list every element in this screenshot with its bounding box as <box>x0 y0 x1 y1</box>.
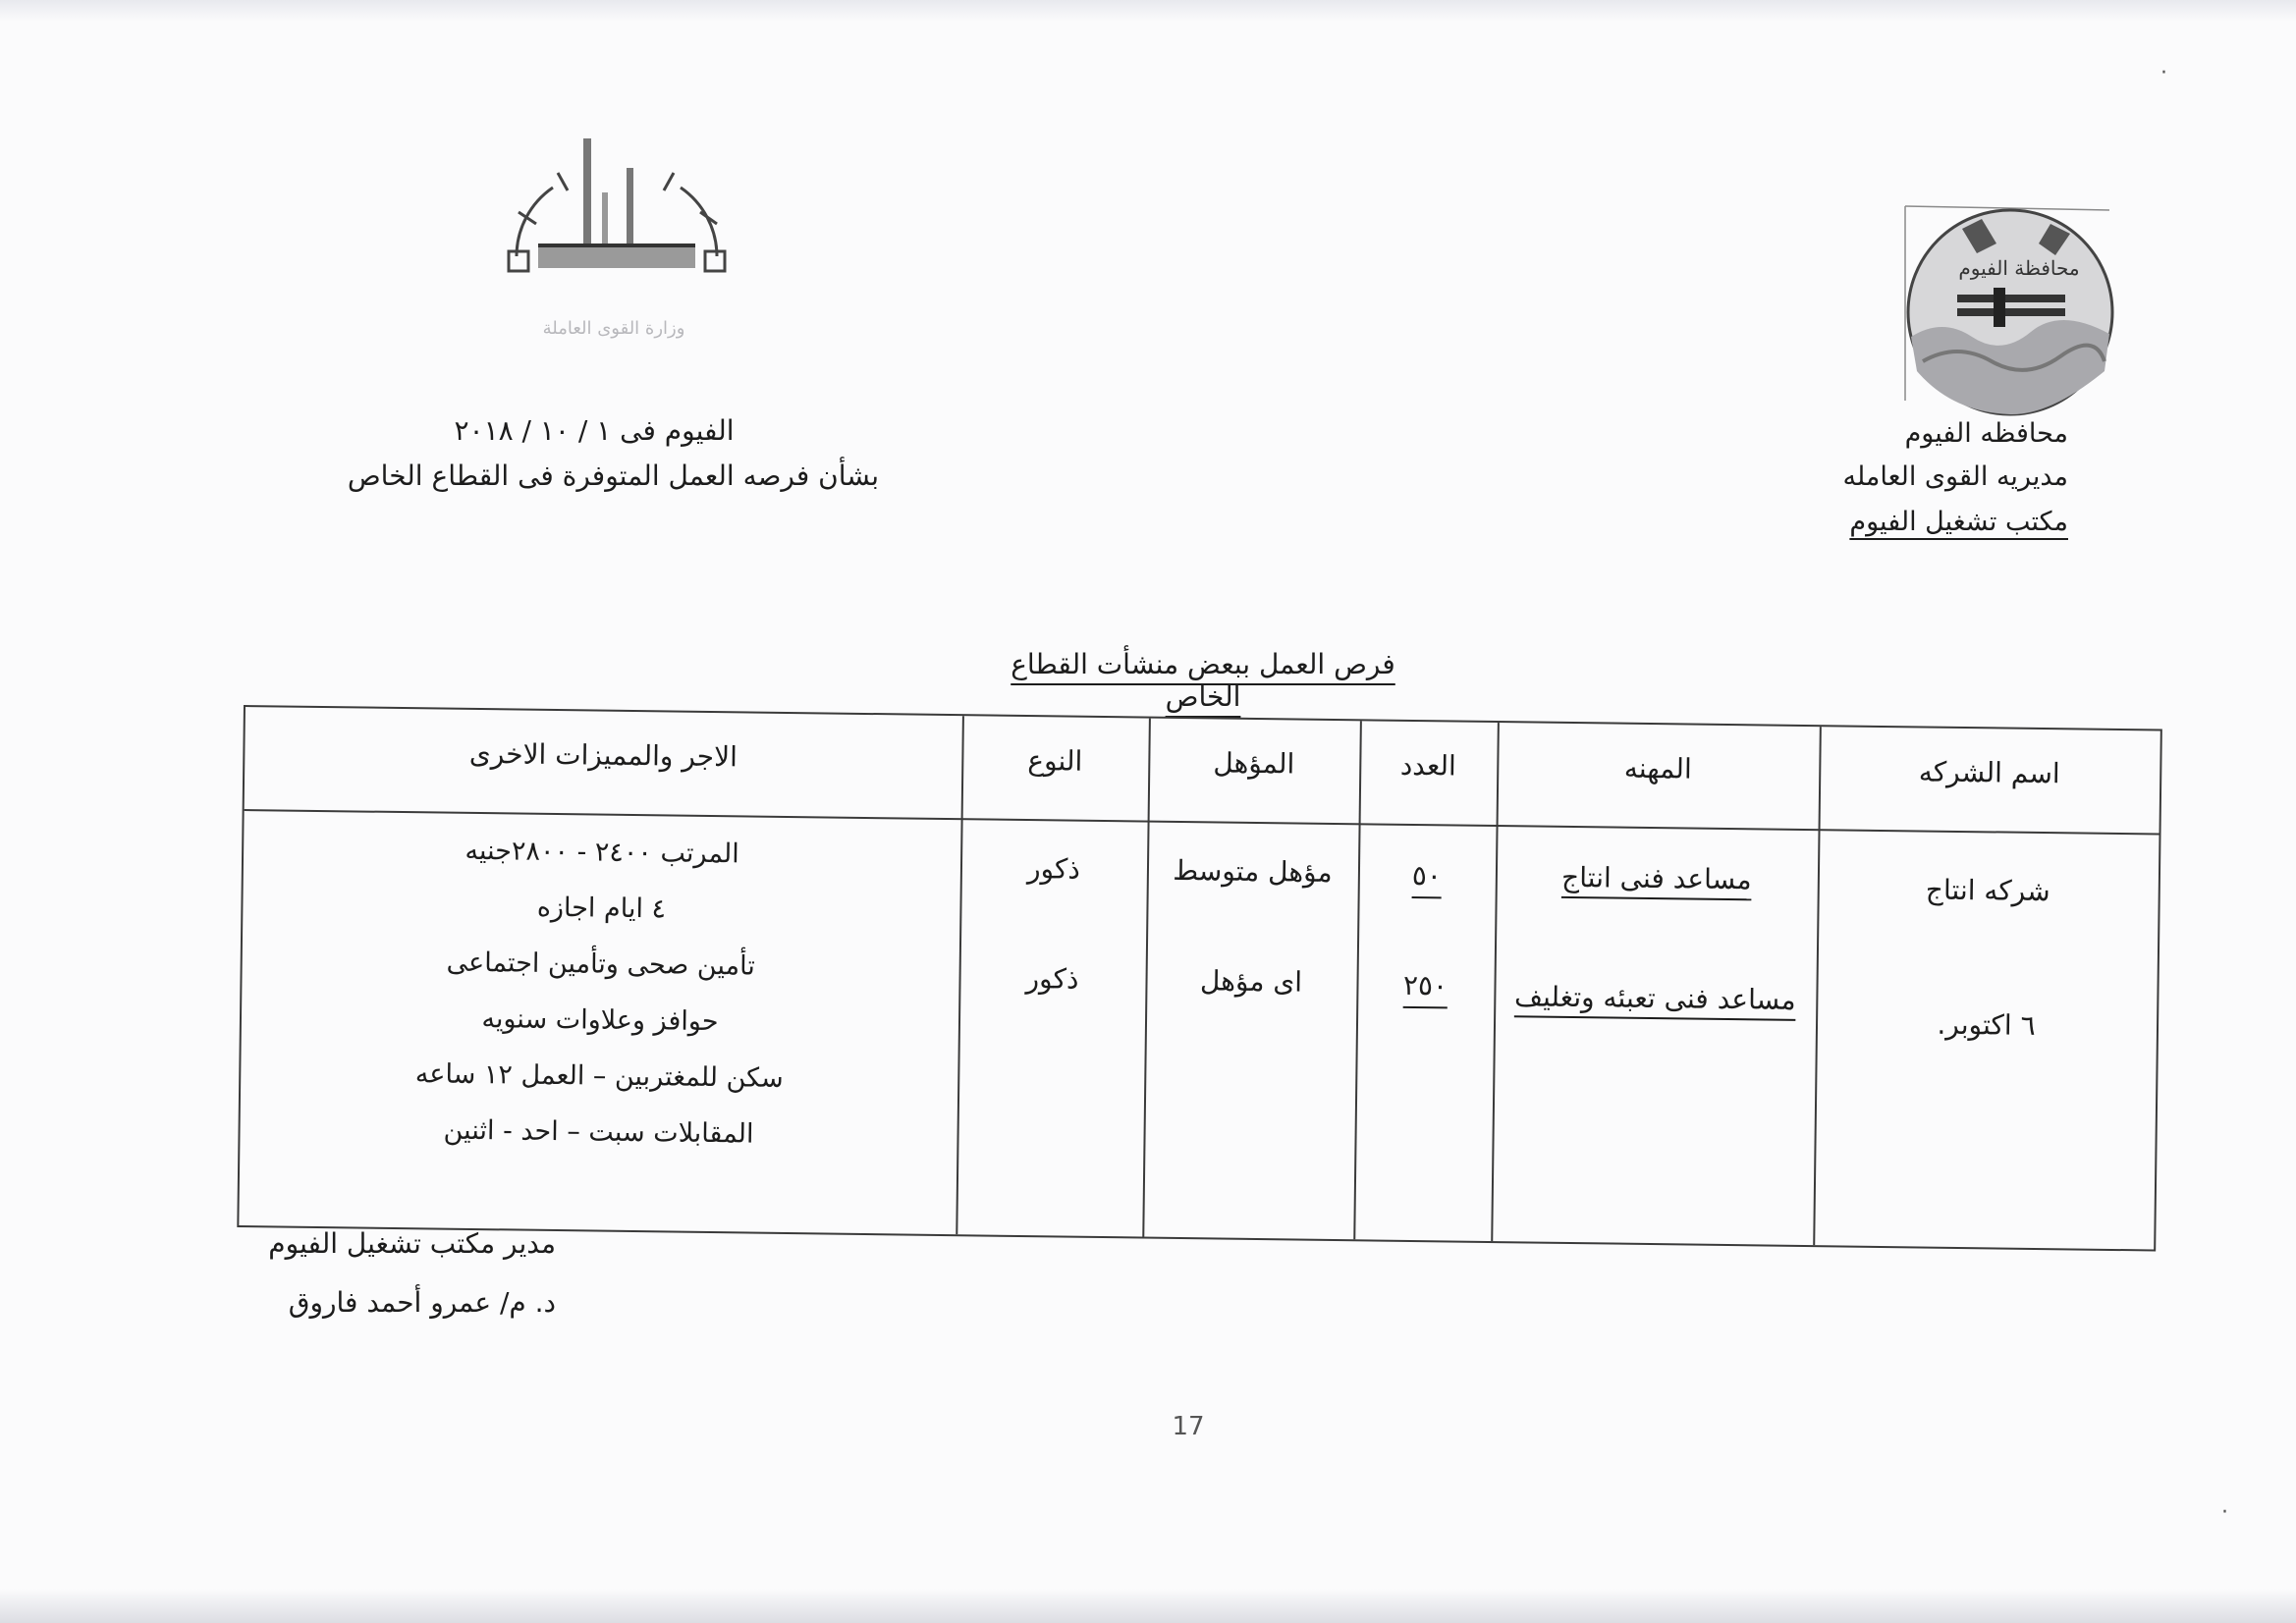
benefit-salary: المرتب ٢٤٠٠ - ٢٨٠٠جنيه <box>465 835 739 870</box>
benefit-vacation: ٤ ايام اجازه <box>536 892 667 925</box>
ministry-logo <box>499 134 735 279</box>
row2-count: ٢٥٠ <box>1402 968 1449 1002</box>
benefit-interview-days: المقابلات سبت – احد - اثنين <box>443 1114 754 1150</box>
fayoum-governorate-emblem <box>1903 204 2117 420</box>
signatory-title: مدير مكتب تشغيل الفيوم <box>268 1227 556 1260</box>
row1-count: ٥٠ <box>1411 858 1443 893</box>
date-line: الفيوم فى ١ / ١٠ / ٢٠١٨ <box>454 414 735 447</box>
table-title: فرص العمل ببعض منشأت القطاع الخاص <box>1011 648 1395 713</box>
company-name-line2: ٦ اكتوبر. <box>1937 1007 2036 1042</box>
page-number: 17 <box>1172 1412 1205 1441</box>
benefit-housing-hours: سكن للمغتربين – العمل ١٢ ساعه <box>414 1058 784 1094</box>
scan-edge-bottom <box>0 1589 2296 1623</box>
header-qualification: المؤهل <box>1213 746 1295 781</box>
header-company: اسم الشركه <box>1918 755 2060 790</box>
subject-line: بشأن فرصه العمل المتوفرة فى القطاع الخاص <box>347 460 879 492</box>
row1-qualification: مؤهل متوسط <box>1173 853 1333 889</box>
benefit-bonuses: حوافز وعلاوات سنويه <box>481 1003 719 1038</box>
benefit-insurance: تأمين صحى وتأمين اجتماعى <box>446 947 756 982</box>
scan-mark: · <box>2160 61 2167 85</box>
row1-profession: مساعد فنى انتاج <box>1560 860 1752 896</box>
office-name: مكتب تشغيل الفيوم <box>1849 507 2068 537</box>
row2-profession: مساعد فنى تعبئه وتغليف <box>1513 980 1796 1016</box>
scan-mark: · <box>2221 1500 2228 1525</box>
row2-qualification: اى مؤهل <box>1199 964 1303 999</box>
row1-gender: ذكور <box>1026 852 1081 886</box>
company-name-line1: شركه انتاج <box>1925 873 2050 908</box>
ministry-caption: وزارة القوى العاملة <box>542 318 685 339</box>
directorate-name: مديريه القوى العامله <box>1842 461 2068 492</box>
jobs-table <box>237 705 2162 1252</box>
header-gender: النوع <box>1027 744 1083 778</box>
row2-gender: ذكور <box>1025 962 1079 996</box>
scan-edge-top <box>0 0 2296 22</box>
header-profession: المهنه <box>1623 751 1692 785</box>
header-count: العدد <box>1399 748 1457 783</box>
signatory-name: د. م/ عمرو أحمد فاروق <box>288 1286 556 1319</box>
emblem-text: محافظة الفيوم <box>1958 256 2080 280</box>
header-salary-benefits: الاجر والمميزات الاخرى <box>468 736 738 774</box>
governorate-name: محافظه الفيوم <box>1904 418 2068 449</box>
